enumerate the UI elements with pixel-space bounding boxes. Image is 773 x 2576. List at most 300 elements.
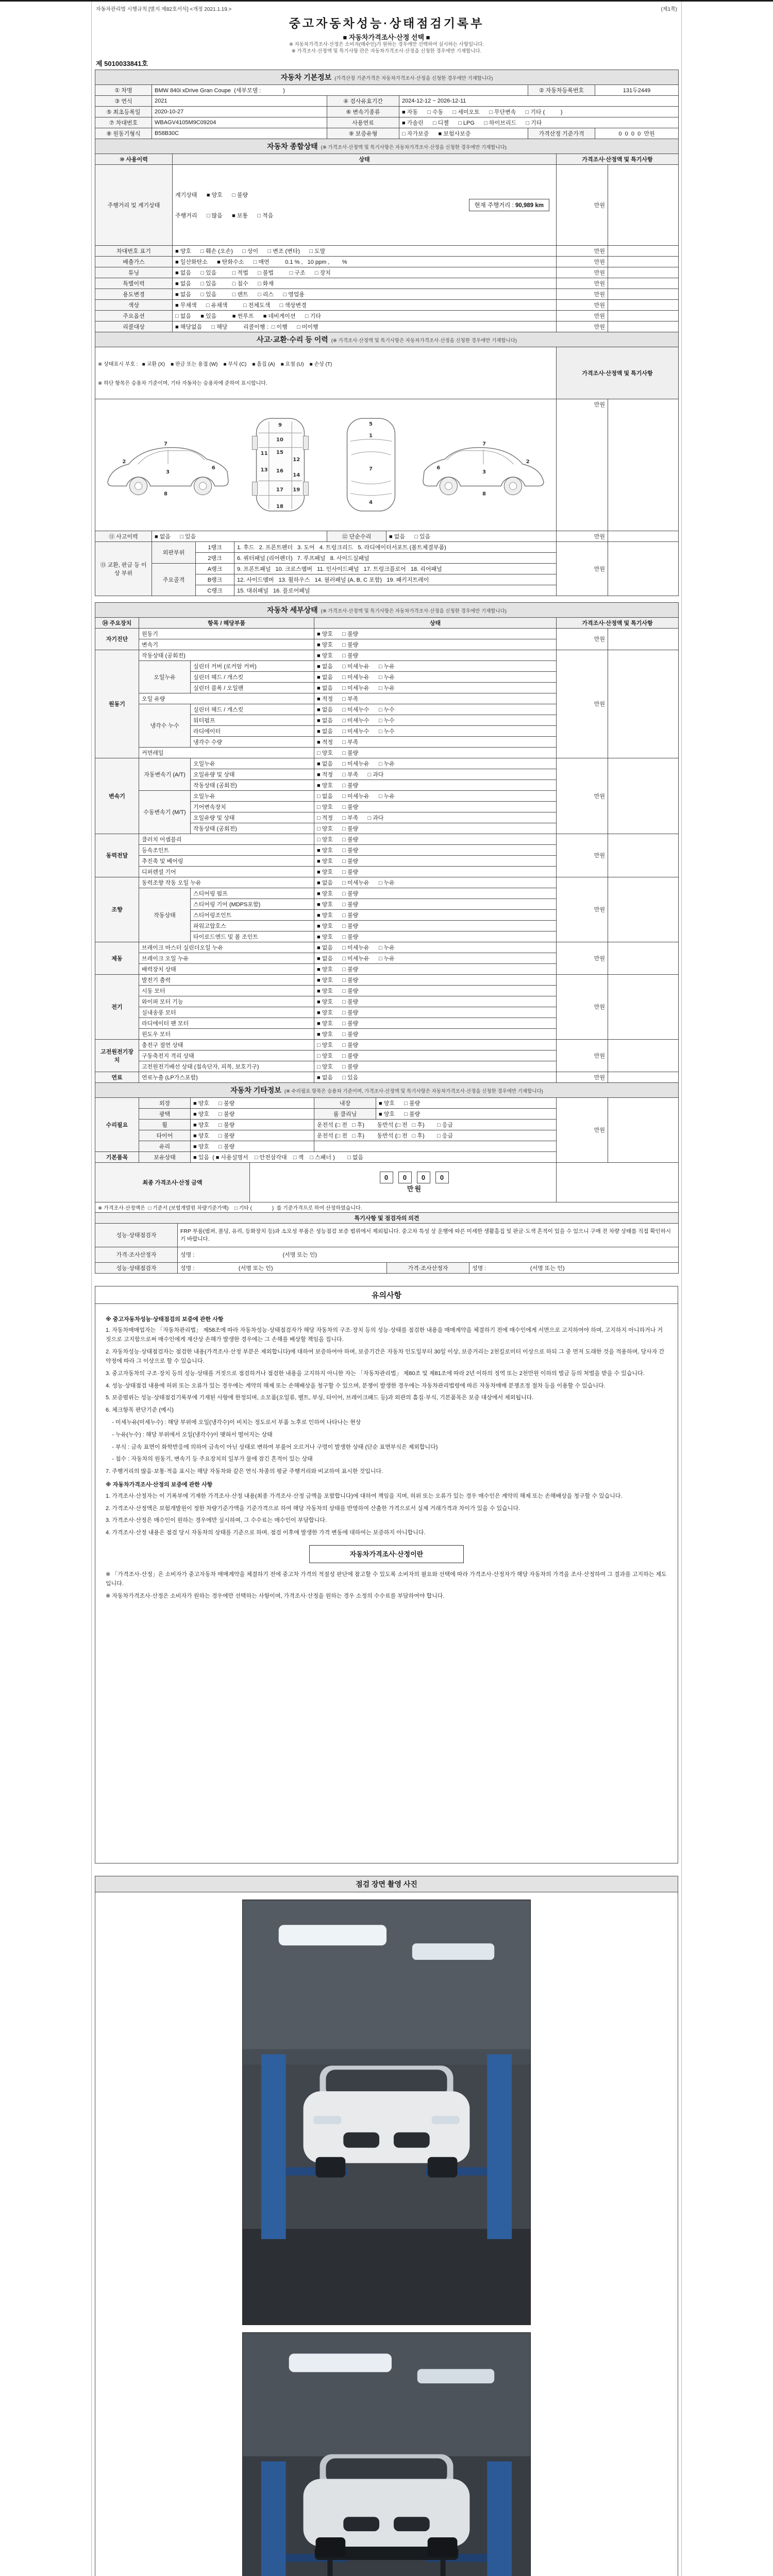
note-cell <box>608 310 679 321</box>
appraiser-sign-label: 가격·조사산정자 <box>387 1262 469 1273</box>
table-row <box>95 942 679 953</box>
notice-paragraph: 5. 보증범위는 성능·상태점검기록부에 기재된 사항에 한정되며, 소모품(오일류, 벨트, 부싱, 타이어, 브레이크패드 등)과 외관의 흠집·부식, 기본품목은 보증 대상에서 제외됩니다. <box>106 1395 534 1401</box>
glass-label: 유리 <box>139 1141 191 1151</box>
item-status: ■ 양호 □ 불량 <box>314 920 557 931</box>
table-row <box>95 1162 679 1202</box>
exterior-status: ■ 양호 □ 불량 <box>191 1097 314 1108</box>
price-cell: 만원 <box>557 267 608 278</box>
section-title-etc: 자동차 기타정보 (※ 수리필요 항목은 승용차 기준이며, 가격조사·산정액 및 특기사항은 자동차가격조사·산정을 신청한 경우에만 기재합니다) <box>95 1082 679 1097</box>
item-status: □ 없음 ■ 있음 ■ 썬루프 ■ 네비게이션 □ 기타 <box>173 310 557 321</box>
subgroup-label: 작동상태 <box>139 888 191 942</box>
etc-info-table <box>95 1082 679 1163</box>
fuel-checkboxes: ■ 가솔린 □ 디젤 □ LPG □ 하이브리드 □ 기타 <box>399 117 679 128</box>
interior-label: 내장 <box>314 1097 376 1108</box>
item-label: 주행거리 및 계기상태 <box>95 164 173 245</box>
notice-section2-title: ※ 자동차가격조사·산정의 보증에 관한 사항 <box>106 1482 213 1488</box>
svg-text:16: 16 <box>276 468 283 474</box>
item-label: 워터펌프 <box>191 715 314 725</box>
item-label: 윈도우 모터 <box>139 1028 314 1039</box>
price-cell: 만원 <box>557 650 608 758</box>
note-cell <box>608 877 679 942</box>
notice-paragraph: - 부식 : 금속 표면이 화학반응에 의하여 금속이 아닌 상태로 변하여 부풀어 오르거나 구멍이 발생한 상태 (단순 표면부식은 제외합니다) <box>106 1444 438 1450</box>
price-cell: 만원 <box>557 399 608 531</box>
subgroup-label: 수동변속기 (M/T) <box>139 790 191 834</box>
note-cell <box>608 267 679 278</box>
title-note-1: ※ 자동차가격조사·산정은 소비자(매수인)가 원하는 경우에만 선택하여 실시하는 사항입니다. <box>289 42 484 47</box>
notice-paragraph: 4. 성능·상태점검 내용에 허위 또는 오류가 있는 경우에는 계약의 해제 또는 손해배상을 청구할 수 있으며, 분쟁이 발생한 경우에는 자동차관리법령에 따른 자동차매매 분쟁조정 절차 등을 이용할 수 있습니다. <box>106 1382 606 1389</box>
photo-2-graphic <box>243 2333 530 2576</box>
svg-text:8: 8 <box>163 491 167 497</box>
car-top-body-diagram <box>329 414 413 516</box>
rankB-label: B랭크 <box>196 574 234 585</box>
item-status: ■ 양호 □ 불량 <box>314 779 557 790</box>
wheel-detail: 운전석 (□ 전 □ 후) 동반석 (□ 전 □ 후) □ 응급 <box>314 1119 557 1130</box>
item-status: ■ 양호 □ 훼손 (오손) □ 상이 □ 변조 (변타) □ 도말 <box>173 245 557 256</box>
inspector-sign-value: 성명 : (서명 또는 인) <box>178 1262 387 1273</box>
simple-repair-status: ■ 없음 □ 있음 <box>386 531 557 541</box>
item-status: ■ 양호 □ 불량 <box>314 899 557 909</box>
system-label: 자기진단 <box>95 628 139 650</box>
item-status: ■ 양호 □ 불량 <box>314 844 557 855</box>
svg-text:17: 17 <box>276 487 283 493</box>
photos-title: 점검 장면 촬영 사진 <box>95 1876 678 1892</box>
price-appraisal-definition-box: 자동차가격조사·산정이란 <box>309 1545 464 1563</box>
item-label: 등속조인트 <box>139 844 314 855</box>
system-label: 동력전달 <box>95 834 139 877</box>
svg-text:1: 1 <box>368 433 373 439</box>
item-status: □ 양호 □ 불량 <box>314 801 557 812</box>
table-row <box>95 758 679 769</box>
note-cell <box>608 256 679 267</box>
price-cell: 만원 <box>557 758 608 834</box>
item-status: ■ 양호 □ 불량 <box>314 639 557 650</box>
tire-detail: 운전석 (□ 전 □ 후) 동반석 (□ 전 □ 후) □ 응급 <box>314 1130 557 1141</box>
table-row <box>95 128 679 139</box>
notice-paragraph: 2. 자동차성능·상태점검자는 점검한 내용(가격조사·산정 부분은 제외합니다)에 대하여 보증하여야 하며, 보증기간은 자동차 인도일부터 30일 이상, 보증거리는 2천킬로미터 이상으로 하되 그 중 먼저 도래한 것을 적용하며, 당사자 간 약정에 따라 그 이상으로 할 수 있습니다. <box>106 1349 666 1364</box>
item-status: ■ 없음 □ 있음 □ 렌트 □ 리스 □ 영업용 <box>173 289 557 299</box>
svg-text:18: 18 <box>276 503 283 510</box>
item-label: 튜닝 <box>95 267 173 278</box>
digit-box: 0 <box>417 1172 430 1183</box>
title-note-2: ※ 가격조사·산정액 및 특기사항 란은 자동차가격조사·산정을 신청한 경우에만 기재합니다. <box>291 48 482 54</box>
svg-text:2: 2 <box>526 459 530 465</box>
final-price-unit: 만원 <box>407 1184 423 1193</box>
item-label: 리콜대상 <box>95 321 173 332</box>
item-status: ■ 양호 □ 불량 <box>314 909 557 920</box>
room-cleaning-status: ■ 양호 □ 불량 <box>376 1108 557 1119</box>
col-status: 상태 <box>314 617 557 628</box>
exchange-rank-table <box>95 541 679 596</box>
section-title-accident: 사고·교환·수리 등 이력 (※ 가격조사·산정액 및 특기사항은 자동차가격조사·산정을 신청한 경우에만 기재합니다) <box>95 332 679 347</box>
item-status: ■ 적정 □ 부족 <box>314 693 557 704</box>
car-top-frame-diagram <box>239 414 322 516</box>
price-cell: 만원 <box>557 164 608 245</box>
accident-history-label: ⑪ 사고이력 <box>95 531 152 541</box>
reg-no-label: ② 자동차등록번호 <box>528 84 595 95</box>
svg-text:19: 19 <box>293 487 300 493</box>
final-price-digits <box>250 1162 557 1202</box>
rankC-items: 15. 대쉬패널 16. 플로어패널 <box>234 585 557 596</box>
item-label: 색상 <box>95 299 173 310</box>
section-title-detail: 자동차 세부상태 (※ 가격조사·산정액 및 특기사항은 자동차가격조사·산정을 신청한 경우에만 기재합니다) <box>95 602 679 617</box>
col-price-note: 가격조사·산정액 및 특기사항 <box>557 347 679 399</box>
notice-title: 유의사항 <box>95 1286 678 1304</box>
legend-cell <box>95 347 557 399</box>
rankC-label: C랭크 <box>196 585 234 596</box>
table-row <box>95 245 679 256</box>
car-name-label: ① 차명 <box>95 84 152 95</box>
notice-paragraph: 1. 가격조사·산정자는 이 기록부에 기재한 가격조사·산정 내용(최종 가격조사·산정 금액을 포함합니다)에 대하여 책임을 지며, 허위 또는 오류가 있는 경우 매수인은 계약의 해제 또는 손해배상을 청구할 수 있습니다. <box>106 1493 623 1499</box>
item-status: ■ 양호 □ 불량 <box>314 650 557 660</box>
mileage-status <box>173 164 557 245</box>
item-label: 동력조향 작동 오일 누유 <box>139 877 314 888</box>
notice-paragraph: 7. 주행거리의 많음·보통·적음 표시는 해당 자동차와 같은 연식·차종의 평균 주행거리와 비교하여 표시한 것입니다. <box>106 1468 383 1475</box>
price-cell: 만원 <box>557 1097 608 1162</box>
section-title-overall: 자동차 종합상태 (※ 가격조사·산정액 및 특기사항은 자동차가격조사·산정을 신청한 경우에만 기재합니다) <box>95 139 679 154</box>
col-status: 상태 <box>173 154 557 164</box>
item-status: ■ 없음 □ 미세누유 □ 누유 <box>314 682 557 693</box>
item-status: ■ 적정 □ 부족 <box>314 736 557 747</box>
item-label: 변속기 <box>139 639 314 650</box>
item-label: 실린더 커버 (로커암 커버) <box>191 660 314 671</box>
svg-text:13: 13 <box>260 467 268 473</box>
table-row <box>95 321 679 332</box>
note-cell <box>608 1072 679 1082</box>
title-block <box>95 14 678 55</box>
accident-history-status: ■ 없음 □ 있음 <box>152 531 327 541</box>
system-label: 고전원전기장치 <box>95 1039 139 1072</box>
price-cell: 만원 <box>557 256 608 267</box>
table-row <box>95 531 679 541</box>
empty-cell <box>314 1141 557 1151</box>
item-label: 오일유량 및 상태 <box>191 812 314 823</box>
item-label: 오일누유 <box>191 790 314 801</box>
price-cell: 만원 <box>557 321 608 332</box>
item-status: ■ 없음 □ 미세누유 □ 누유 <box>314 953 557 963</box>
rank1-label: 1랭크 <box>196 541 234 552</box>
item-status: □ 양호 □ 불량 <box>314 823 557 834</box>
item-status: ■ 없음 □ 미세누유 □ 누유 <box>314 942 557 953</box>
engine-label: ⑧ 원동기형식 <box>95 128 152 139</box>
section-title-basic: 자동차 기본정보 (가격산정 기준가격은 자동차가격조사·산정을 신청한 경우에만 기재합니다) <box>95 70 679 84</box>
item-label: 오일누유 <box>191 758 314 769</box>
item-status: ■ 없음 □ 있음 □ 적법 □ 불법 □ 구조 □ 장치 <box>173 267 557 278</box>
first-reg-value: 2020-10-27 <box>152 106 327 117</box>
notice-section1-items <box>106 1326 667 1477</box>
table-row <box>95 834 679 844</box>
holding-status: ■ 있음 ( ■ 사용설명서 □ 안전삼각대 □ 잭 □ 스패너 ) □ 없음 <box>191 1151 557 1162</box>
item-status: ■ 양호 □ 불량 <box>314 888 557 899</box>
exterior-label: 외장 <box>139 1097 191 1108</box>
item-status: ■ 양호 □ 불량 <box>314 963 557 974</box>
item-status: ■ 양호 □ 불량 <box>314 1007 557 1018</box>
car-name-value: BMW 840i xDrive Gran Coupe (세부모델 : ) <box>152 84 528 95</box>
table-row <box>95 1072 679 1082</box>
table-row <box>95 106 679 117</box>
accident-flags-table <box>95 531 679 542</box>
document-subtitle: ■ 자동차가격조사·산정 선택 ■ <box>343 33 430 41</box>
car-side-left-diagram <box>102 415 231 514</box>
repair-needed-label: 수리필요 <box>95 1097 139 1151</box>
item-label: 브레이크 마스터 실린더오일 누유 <box>139 942 314 953</box>
item-status: □ 없음 □ 미세누유 □ 누유 <box>314 790 557 801</box>
price-cell: 만원 <box>557 299 608 310</box>
table-row <box>95 628 679 639</box>
table-row <box>95 256 679 267</box>
year-label: ③ 연식 <box>95 95 152 106</box>
exchange-label: ⑬ 교환, 판금 등 이상 부위 <box>95 541 152 596</box>
notice-paragraph: 3. 가격조사·산정은 매수인이 원하는 경우에만 실시하며, 그 수수료는 매수인이 부담합니다. <box>106 1517 327 1524</box>
item-label: 용도변경 <box>95 289 173 299</box>
item-status: □ 양호 □ 불량 <box>314 1039 557 1050</box>
base-price-label: 가격산정 기준가격 <box>528 128 595 139</box>
notice-box <box>95 1286 678 1863</box>
final-price-label: 최종 가격조사·산정 금액 <box>95 1162 250 1202</box>
item-status: ■ 없음 □ 미세누수 □ 누수 <box>314 715 557 725</box>
item-status: ■ 양호 □ 불량 <box>314 974 557 985</box>
rank2-label: 2랭크 <box>196 552 234 563</box>
gauge-status: 계기상태 ■ 양호 □ 불량 <box>175 192 248 198</box>
col-price-note: 가격조사·산정액 및 특기사항 <box>557 617 679 628</box>
item-label: 연료누출 (LP가스포함) <box>139 1072 314 1082</box>
svg-text:5: 5 <box>368 421 373 427</box>
svg-text:6: 6 <box>436 465 441 471</box>
tire-status: ■ 양호 □ 불량 <box>191 1130 314 1141</box>
item-label: 충전구 절연 상태 <box>139 1039 314 1050</box>
overall-condition-table <box>95 139 679 332</box>
inspector-sign-label: 성능·상태점검자 <box>95 1262 178 1273</box>
table-row <box>95 289 679 299</box>
distance-status: 주행거리 □ 많음 ■ 보통 □ 적음 <box>175 212 274 219</box>
item-status: ■ 해당없음 □ 해당 리콜이행 : □ 이행 □ 미이행 <box>173 321 557 332</box>
section-note: (※ 수리필요 항목은 승용차 기준이며, 가격조사·산정액 및 특기사항은 자동차가격조사·산정을 신청한 경우에만 기재합니다) <box>284 1088 543 1094</box>
item-status: ■ 없음 □ 미세누수 □ 누수 <box>314 704 557 715</box>
warranty-label: ⑨ 보증유형 <box>327 128 399 139</box>
table-row <box>95 1039 679 1050</box>
table-row <box>95 877 679 888</box>
price-cell: 만원 <box>557 245 608 256</box>
notice-section2-items <box>106 1492 667 1538</box>
appraiser-sign-value: 성명 : (서명 또는 인) <box>469 1262 679 1273</box>
status-code-legend: ※ 상태표시 부호 : ■ 교환 (X) ■ 판금 또는 용접 (W) ■ 부식 (C) ■ 흠집 (A) ■ 요철 (U) ■ 손상 (T) <box>98 361 332 367</box>
table-row <box>95 974 679 985</box>
transmission-label: ⑥ 변속기종류 <box>327 106 399 117</box>
final-price-table <box>95 1162 679 1213</box>
item-label: 실린더 헤드 / 개스킷 <box>191 671 314 682</box>
svg-text:12: 12 <box>293 456 300 463</box>
item-label: 오일 유량 <box>139 693 314 704</box>
item-status: □ 양호 □ 불량 <box>314 1061 557 1072</box>
price-cell: 만원 <box>557 531 608 541</box>
note-cell <box>608 758 679 834</box>
polish-status: ■ 양호 □ 불량 <box>191 1108 314 1119</box>
digit-box: 0 <box>435 1172 449 1183</box>
item-label: 스티어링 펌프 <box>191 888 314 899</box>
item-label: 커먼레일 <box>139 747 314 758</box>
col-system: ⑭ 주요장치 <box>95 617 139 628</box>
item-status: □ 양호 □ 불량 <box>314 1050 557 1061</box>
item-status: ■ 양호 □ 불량 <box>314 855 557 866</box>
price-cell: 만원 <box>557 974 608 1039</box>
item-status: ■ 양호 □ 불량 <box>314 1028 557 1039</box>
system-label: 전기 <box>95 974 139 1039</box>
notice-section1-title: ※ 중고자동차성능·상태점검의 보증에 관한 사항 <box>106 1316 224 1323</box>
price-cell: 만원 <box>557 877 608 942</box>
rankA-items: 9. 프론트패널 10. 크로스멤버 11. 인사이드패널 17. 트렁크플로어 18. 리어패널 <box>234 563 557 574</box>
glass-status: ■ 양호 □ 불량 <box>191 1141 314 1151</box>
col-use-history: ⑩ 사용이력 <box>95 154 173 164</box>
notice-paragraph: 3. 중고자동차의 구조·장치 등의 성능·상태를 거짓으로 점검하거나 점검한 내용을 고지하지 아니한 자는 「자동차관리법」 제80조 및 제81조에 따라 2년 이하의 징역 또는 2천만원 이하의 벌금 등의 처벌을 받을 수 있습니다. <box>106 1370 645 1377</box>
digit-box: 0 <box>380 1172 393 1183</box>
price-cell: 만원 <box>557 310 608 321</box>
document-number: 제 5010033841호 <box>96 59 148 67</box>
svg-text:7: 7 <box>163 441 167 447</box>
item-status: ■ 양호 □ 불량 <box>314 931 557 942</box>
table-row <box>95 310 679 321</box>
note-cell <box>608 278 679 289</box>
inspection-label: ④ 검사유효기간 <box>327 95 399 106</box>
svg-text:10: 10 <box>276 437 283 443</box>
status-code-legend-2: ※ 하단 항목은 승용차 기준이며, 기타 자동차는 승용차에 준하여 표시합니다. <box>98 380 267 386</box>
svg-text:3: 3 <box>165 469 170 476</box>
item-label: 냉각수 수량 <box>191 736 314 747</box>
inspection-photo-1 <box>242 1900 531 2325</box>
item-label: 구동축전지 격리 상태 <box>139 1050 314 1061</box>
subgroup-label: 자동변속기 (A/T) <box>139 758 191 790</box>
transmission-checkboxes: ■ 자동 □ 수동 □ 세미오토 □ 무단변속 □ 기타 ( ) <box>399 106 679 117</box>
outer-panel-label: 외판부위 <box>152 541 196 563</box>
mileage-wrap <box>175 178 553 232</box>
car-diagram-cell <box>95 399 557 531</box>
svg-text:11: 11 <box>260 450 268 456</box>
document-canvas <box>91 2 682 2576</box>
svg-text:15: 15 <box>276 449 283 455</box>
current-mileage-box: 현재 주행거리 : 90,989 km <box>469 199 549 211</box>
item-status: ■ 적정 □ 부족 □ 과다 <box>314 769 557 779</box>
table-row <box>95 541 679 552</box>
item-status: ■ 없음 □ 미세누수 □ 누수 <box>314 725 557 736</box>
item-label: 실내송풍 모터 <box>139 1007 314 1018</box>
polish-label: 광택 <box>139 1108 191 1119</box>
notice-paragraph: - 미세누유(미세누수) : 해당 부위에 오일(냉각수)이 비치는 정도로서 부품 노후로 인하여 나타나는 현상 <box>106 1419 361 1426</box>
wheel-label: 휠 <box>139 1119 191 1130</box>
svg-text:2: 2 <box>122 459 126 465</box>
mileage-checkboxes <box>175 178 273 232</box>
notice-body <box>95 1304 678 1863</box>
system-label: 연료 <box>95 1072 139 1082</box>
appraiser-opinion-text: 성명 : (서명 또는 인) <box>178 1247 679 1262</box>
item-status: ■ 양호 □ 불량 <box>314 996 557 1007</box>
photo-1-graphic <box>243 1900 530 2325</box>
table-row <box>95 299 679 310</box>
section-note: (가격산정 기준가격은 자동차가격조사·산정을 신청한 경우에만 기재합니다) <box>334 75 493 81</box>
first-reg-label: ⑤ 최초등록일 <box>95 106 152 117</box>
subgroup-label: 오일누유 <box>139 660 191 693</box>
notice-section3-items <box>106 1570 667 1601</box>
price-basis-note: ※ 가격조사·산정액은 □ 기준서 (보험개발원 차량기준가액) □ 기타 ( ) 를 기준가격으로 하여 산정하였습니다. <box>95 1202 679 1212</box>
table-row <box>95 1247 679 1262</box>
item-label: 특별이력 <box>95 278 173 289</box>
svg-text:8: 8 <box>482 491 486 497</box>
rank1-items: 1. 후드 2. 프론트펜더 3. 도어 4. 트렁크리드 5. 라디에이터서포트 (볼트체결부품) <box>234 541 557 552</box>
table-row <box>95 650 679 660</box>
main-frame-label: 주요골격 <box>152 563 196 596</box>
item-status: ■ 없음 □ 있음 <box>314 1072 557 1082</box>
table-row <box>95 1223 679 1247</box>
notice-paragraph: ※ 「가격조사·산정」은 소비자가 중고자동차 매매계약을 체결하기 전에 중고차 가격의 적절성 판단에 참고할 수 있도록 소비자의 필요와 선택에 따라 가격조사·산정자가 해당 자동차의 가격을 조사·산정하여 그 결과를 고지하는 제도입니다. <box>106 1571 667 1587</box>
notice-paragraph: 2. 가격조사·산정액은 보험개발원이 정한 차량기준가액을 기준가격으로 하여 해당 자동차의 상태를 반영하여 산출한 가격으로서 실제 거래가격과 차이가 있을 수 있습니다. <box>106 1505 520 1512</box>
price-cell: 만원 <box>557 278 608 289</box>
item-label: 와이퍼 모터 기능 <box>139 996 314 1007</box>
table-row <box>95 1097 679 1108</box>
svg-text:4: 4 <box>368 499 373 505</box>
opinion-table <box>95 1212 679 1263</box>
table-row <box>95 278 679 289</box>
fuel-label: 사용연료 <box>327 117 399 128</box>
note-cell <box>608 974 679 1039</box>
current-mileage-value: 90,989 km <box>515 202 544 209</box>
item-label: 스티어링 기어 (MDPS포함) <box>191 899 314 909</box>
svg-text:7: 7 <box>368 466 373 472</box>
note-cell <box>608 628 679 650</box>
item-label: 고전원전기배선 상태 (접속단자, 피복, 보호기구) <box>139 1061 314 1072</box>
accident-history-table <box>95 332 679 531</box>
svg-text:9: 9 <box>278 422 282 428</box>
system-label: 변속기 <box>95 758 139 834</box>
basic-items-label: 기본품목 <box>95 1151 139 1162</box>
room-cleaning-label: 룸 클리닝 <box>314 1108 376 1119</box>
subgroup-label: 냉각수 누수 <box>139 704 191 747</box>
item-label: 라디에이터 팬 모터 <box>139 1018 314 1028</box>
engine-value: B58B30C <box>152 128 327 139</box>
detail-condition-table <box>95 602 679 1083</box>
item-status: ■ 없음 □ 있음 □ 침수 □ 화재 <box>173 278 557 289</box>
item-label: 원동기 <box>139 628 314 639</box>
note-cell <box>608 1039 679 1072</box>
price-cell: 만원 <box>557 289 608 299</box>
note-cell <box>608 245 679 256</box>
notice-paragraph: 1. 자동차매매업자는 「자동차관리법」 제58조에 따라 자동차성능·상태점검자가 해당 자동차의 구조·장치 등의 성능·상태를 점검한 내용을 매매계약을 체결하기 전에 매수인에게 서면으로 고지하여야 하며, 고지하지 아니하거나 거짓으로 고지함으로써 매수인에게 재산상 손해가 발생한 경우에는 그 손해를 배상할 책임을 집니다. <box>106 1327 663 1343</box>
note-cell <box>608 1097 679 1162</box>
section-note: (※ 가격조사·산정액 및 특기사항은 자동차가격조사·산정을 신청한 경우에만 기재합니다) <box>321 608 507 614</box>
tire-label: 타이어 <box>139 1130 191 1141</box>
note-cell <box>608 531 679 541</box>
svg-text:3: 3 <box>482 469 486 476</box>
price-cell: 만원 <box>557 1039 608 1072</box>
item-status: ■ 없음 □ 미세누유 □ 누유 <box>314 671 557 682</box>
table-row <box>95 1262 679 1273</box>
item-label: 배력장치 상태 <box>139 963 314 974</box>
system-label: 원동기 <box>95 650 139 758</box>
svg-text:14: 14 <box>293 472 300 478</box>
note-cell <box>608 834 679 877</box>
svg-text:7: 7 <box>482 441 486 447</box>
car-diagrams <box>98 413 553 517</box>
item-label: 실린더 블록 / 오일팬 <box>191 682 314 693</box>
item-label: 브레이크 오일 누유 <box>139 953 314 963</box>
document-title: 중고자동차성능·상태점검기록부 <box>289 16 484 30</box>
price-cell: 만원 <box>557 541 608 596</box>
car-side-right-diagram <box>420 415 550 514</box>
system-label: 제동 <box>95 942 139 974</box>
item-status: □ 적정 □ 부족 □ 과다 <box>314 812 557 823</box>
notice-paragraph: ※ 자동차가격조사·산정은 소비자가 원하는 경우에만 선택하는 사항이며, 가격조사·산정을 원하는 경우 소정의 수수료를 부담하여야 합니다. <box>106 1592 445 1599</box>
item-status: ■ 양호 □ 불량 <box>314 866 557 877</box>
table-row <box>95 95 679 106</box>
item-label: 작동상태 (공회전) <box>191 823 314 834</box>
interior-status: ■ 양호 □ 불량 <box>376 1097 557 1108</box>
item-label: 디퍼렌셜 기어 <box>139 866 314 877</box>
